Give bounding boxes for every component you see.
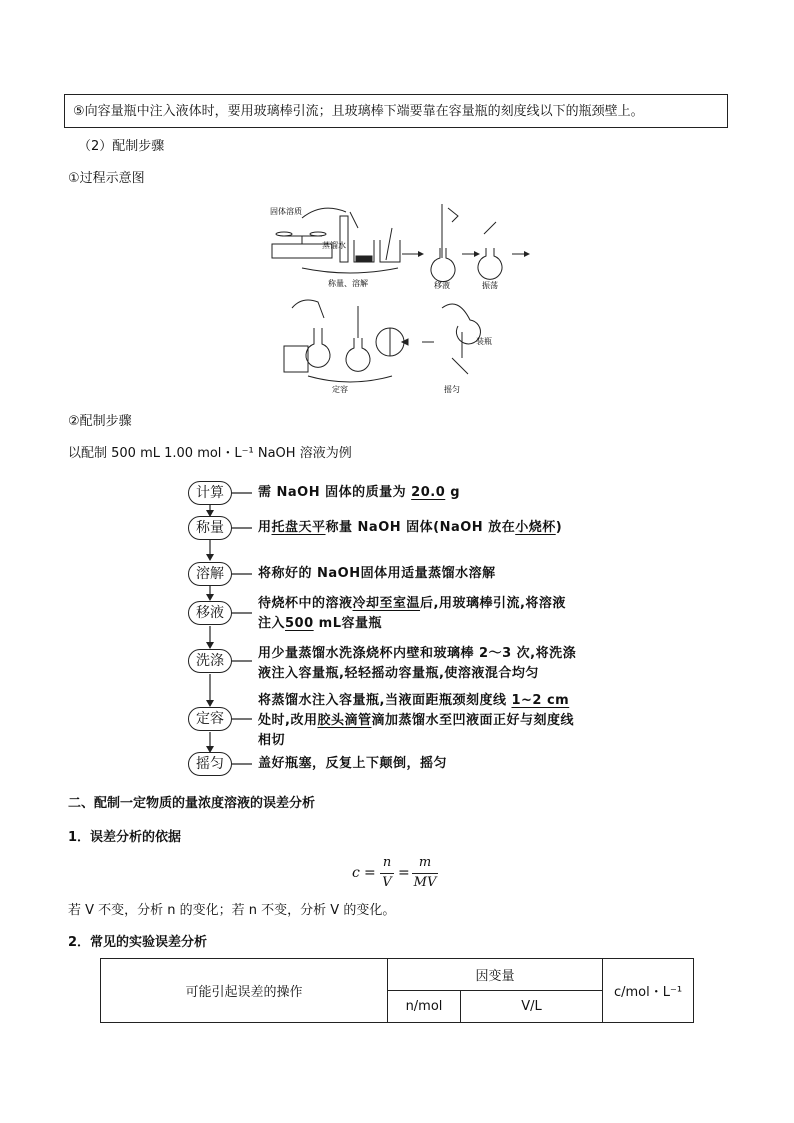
process-diagram [262, 198, 532, 398]
header-v: V/L [461, 991, 603, 1023]
step-make-volume: 定容 [188, 707, 232, 731]
step-wash: 洗涤 [188, 649, 232, 673]
label-make-volume: 定容 [332, 385, 348, 394]
basis-heading: 1．误差分析的依据 [68, 830, 182, 845]
beaker-illustration [354, 228, 400, 262]
header-factor: 因变量 [388, 959, 603, 991]
section-steps-title: （2）配制步骤 [78, 139, 165, 154]
step-transfer-text: 待烧杯中的溶液冷却至室温后,用玻璃棒引流,将溶液 注入500 mL容量瓶 [258, 596, 566, 631]
cylinder-illustration [340, 212, 358, 262]
flask-transfer-illustration [431, 204, 458, 282]
label-shake: 摇匀 [444, 385, 460, 394]
step-dissolve: 溶解 [188, 562, 232, 586]
step-make-volume-text: 将蒸馏水注入容量瓶,当液面距瓶颈刻度线 1~2 cm 处时,改用胶头滴管滴加蒸馏水至凹液面正好与刻度线 相切 [258, 693, 574, 748]
step-calculate: 计算 [188, 481, 232, 505]
step-wash-text: 用少量蒸馏水洗涤烧杯内壁和玻璃棒 2～3 次,将洗涤 液注入容量瓶,轻轻摇动容量瓶,使溶液混合均匀 [258, 646, 577, 681]
step-dissolve-text: 将称好的 NaOH固体用适量蒸馏水溶解 [258, 566, 496, 581]
flask-volume-illustration [306, 306, 434, 371]
formula-n: n [382, 855, 392, 870]
analysis-rule: 若 V 不变，分析 n 的变化；若 n 不变，分析 V 的变化。 [68, 903, 396, 918]
label-distilled-water: 蒸馏水 [322, 241, 346, 250]
example-line: 以配制 500 mL 1.00 mol・L⁻¹ NaOH 溶液为例 [68, 446, 352, 461]
formula-c: c [352, 865, 360, 881]
formula-v: V [382, 875, 392, 890]
section-error-analysis-title: 二、配制一定物质的量浓度溶液的误差分析 [68, 796, 316, 811]
flask-shake-illustration [442, 304, 480, 374]
step-transfer: 移液 [188, 601, 232, 625]
step-weigh-text: 用托盘天平称量 NaOH 固体(NaOH 放在小烧杯) [258, 520, 563, 535]
header-operation: 可能引起误差的操作 [101, 959, 388, 1023]
flask-swirl-illustration [478, 222, 502, 279]
label-stopper: 装瓶 [476, 337, 492, 346]
step-weigh: 称量 [188, 516, 232, 540]
reagent-bottle-illustration [284, 300, 324, 372]
steps-caption: ②配制步骤 [68, 414, 132, 429]
label-transfer: 移液 [434, 281, 450, 290]
step-shake-text: 盖好瓶塞，反复上下颠倒，摇匀 [258, 756, 448, 771]
process-diagram-caption: ①过程示意图 [68, 171, 145, 186]
formula-mv: MV [413, 875, 437, 890]
error-table [100, 958, 694, 1023]
step-calculate-text: 需 NaOH 固体的质量为 20.0 g [258, 485, 461, 500]
label-swirl: 振荡 [482, 281, 498, 290]
header-n: n/mol [388, 991, 461, 1023]
concentration-formula: c = n V = m MV [352, 855, 437, 890]
step-shake: 摇匀 [188, 752, 232, 776]
label-weigh-dissolve: 称量、溶解 [328, 279, 368, 288]
label-solid-solute: 固体溶质 [270, 207, 302, 216]
note-box: ⑤向容量瓶中注入液体时，要用玻璃棒引流；且玻璃棒下端要靠在容量瓶的刻度线以下的瓶颈壁上。 [64, 94, 728, 128]
header-concentration: c/mol・L⁻¹ [603, 959, 694, 1023]
formula-m: m [418, 855, 432, 870]
common-errors-heading: 2．常见的实验误差分析 [68, 935, 208, 950]
